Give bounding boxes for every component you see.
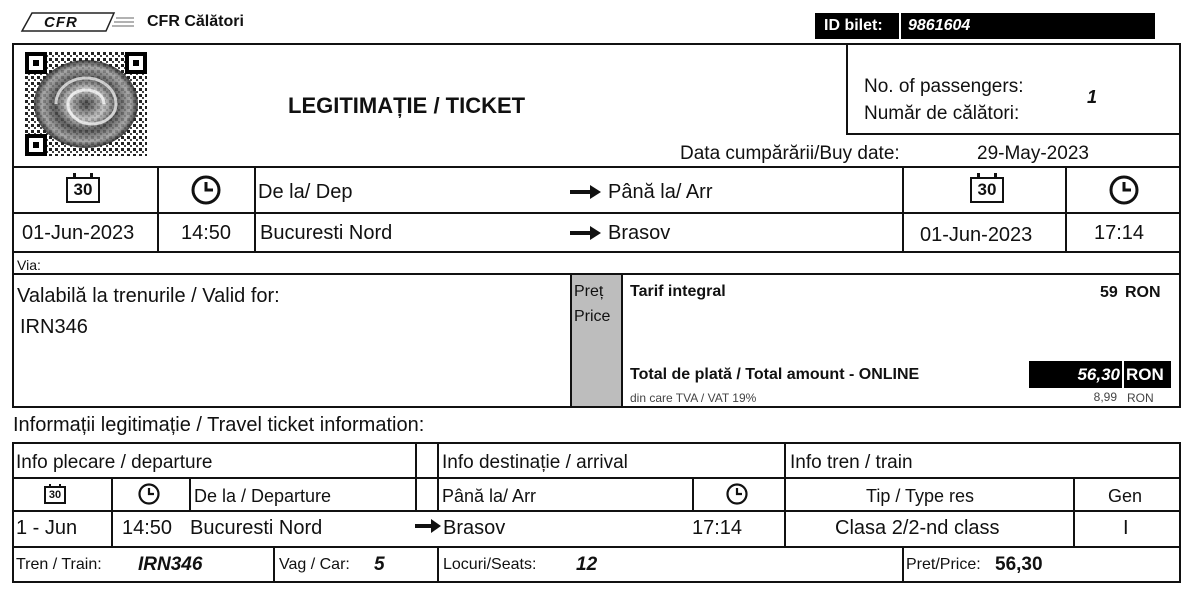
info-arr-clock-icon	[725, 482, 749, 506]
arrival-col-header: Până la/ Arr	[442, 486, 537, 506]
info-gen: I	[1123, 517, 1129, 539]
car-label: Vag / Car:	[279, 556, 350, 573]
via-box	[12, 251, 1181, 275]
price-label: Pret/Price:	[906, 556, 981, 573]
dep-calendar-day: 30	[73, 180, 93, 199]
price-label-en: Price	[574, 308, 611, 325]
cfr-logo	[18, 10, 136, 34]
passengers-label-en: No. of passengers:	[864, 76, 1024, 97]
tariff-value: 59	[1100, 284, 1118, 301]
total-label: Total de plată / Total amount - ONLINE	[630, 366, 920, 383]
arr-time: 17:14	[1094, 222, 1145, 244]
dep-time: 14:50	[181, 222, 232, 244]
train-value: IRN346	[138, 554, 203, 575]
info-route-arrow-icon	[414, 517, 442, 535]
arr-station: Brasov	[608, 222, 671, 244]
seats-label: Locuri/Seats:	[443, 556, 537, 573]
info-dep-station: Bucuresti Nord	[190, 517, 323, 539]
dep-calendar-icon	[66, 177, 100, 203]
via-label: Via:	[17, 257, 41, 273]
arr-header: Până la/ Arr	[608, 181, 713, 203]
gen-col-header: Gen	[1108, 486, 1143, 506]
price-label-ro: Preț	[574, 283, 604, 300]
ticket-id-value: 9861604	[908, 17, 971, 34]
dep-station: Bucuresti Nord	[260, 222, 393, 244]
buy-date-label: Data cumpărării/Buy date:	[680, 143, 900, 164]
arr-header-arrow-icon	[568, 183, 602, 201]
total-currency: RON	[1126, 365, 1164, 384]
car-value: 5	[374, 554, 385, 575]
company-name: CFR Călători	[147, 13, 244, 30]
vat-currency: RON	[1127, 391, 1154, 405]
info-arr-station: Brasov	[443, 517, 506, 539]
ticket-id-badge	[815, 13, 1155, 39]
qr-code	[25, 52, 147, 156]
passengers-value: 1	[1087, 87, 1098, 107]
arr-calendar-icon	[970, 177, 1004, 203]
tariff-currency: RON	[1125, 284, 1161, 301]
train-label: Tren / Train:	[16, 556, 102, 573]
ticket-title: LEGITIMAȚIE / TICKET	[288, 93, 526, 118]
departure-info-header: Info plecare / departure	[16, 452, 213, 473]
arrival-info-header: Info destinație / arrival	[442, 452, 628, 473]
info-calendar-icon	[44, 486, 66, 504]
arr-date: 01-Jun-2023	[920, 224, 1033, 246]
info-dep-time: 14:50	[122, 517, 173, 539]
type-col-header: Tip / Type res	[866, 486, 975, 506]
seats-value: 12	[576, 554, 598, 575]
tariff-label: Tarif integral	[630, 283, 726, 300]
ticket-id-label: ID bilet:	[824, 17, 883, 34]
info-date: 1 - Jun	[16, 517, 78, 539]
buy-date-value: 29-May-2023	[977, 143, 1089, 164]
total-value: 56,30	[1077, 365, 1120, 384]
arr-clock-icon	[1108, 174, 1140, 206]
cfr-logo-text: CFR	[44, 14, 78, 31]
info-dep-clock-icon	[137, 482, 161, 506]
dep-date: 01-Jun-2023	[22, 222, 135, 244]
arr-calendar-day: 30	[977, 180, 997, 199]
passengers-label-ro: Număr de călători:	[864, 103, 1020, 124]
route-arrow-icon	[568, 224, 602, 242]
valid-for-label: Valabilă la trenurile / Valid for:	[17, 285, 280, 307]
vat-value: 8,99	[1093, 390, 1117, 404]
info-arr-time: 17:14	[692, 517, 743, 539]
train-info-header: Info tren / train	[790, 452, 913, 473]
info-class: Clasa 2/2-nd class	[835, 517, 1000, 539]
departure-col-header: De la / Departure	[194, 486, 332, 506]
travel-info-title: Informații legitimație / Travel ticket information:	[13, 414, 425, 436]
info-calendar-day: 30	[48, 489, 62, 501]
dep-clock-icon	[190, 174, 222, 206]
valid-train: IRN346	[20, 316, 88, 338]
vat-label: din care TVA / VAT 19%	[630, 391, 757, 405]
dep-header: De la/ Dep	[258, 181, 353, 203]
price-value: 56,30	[995, 554, 1043, 575]
